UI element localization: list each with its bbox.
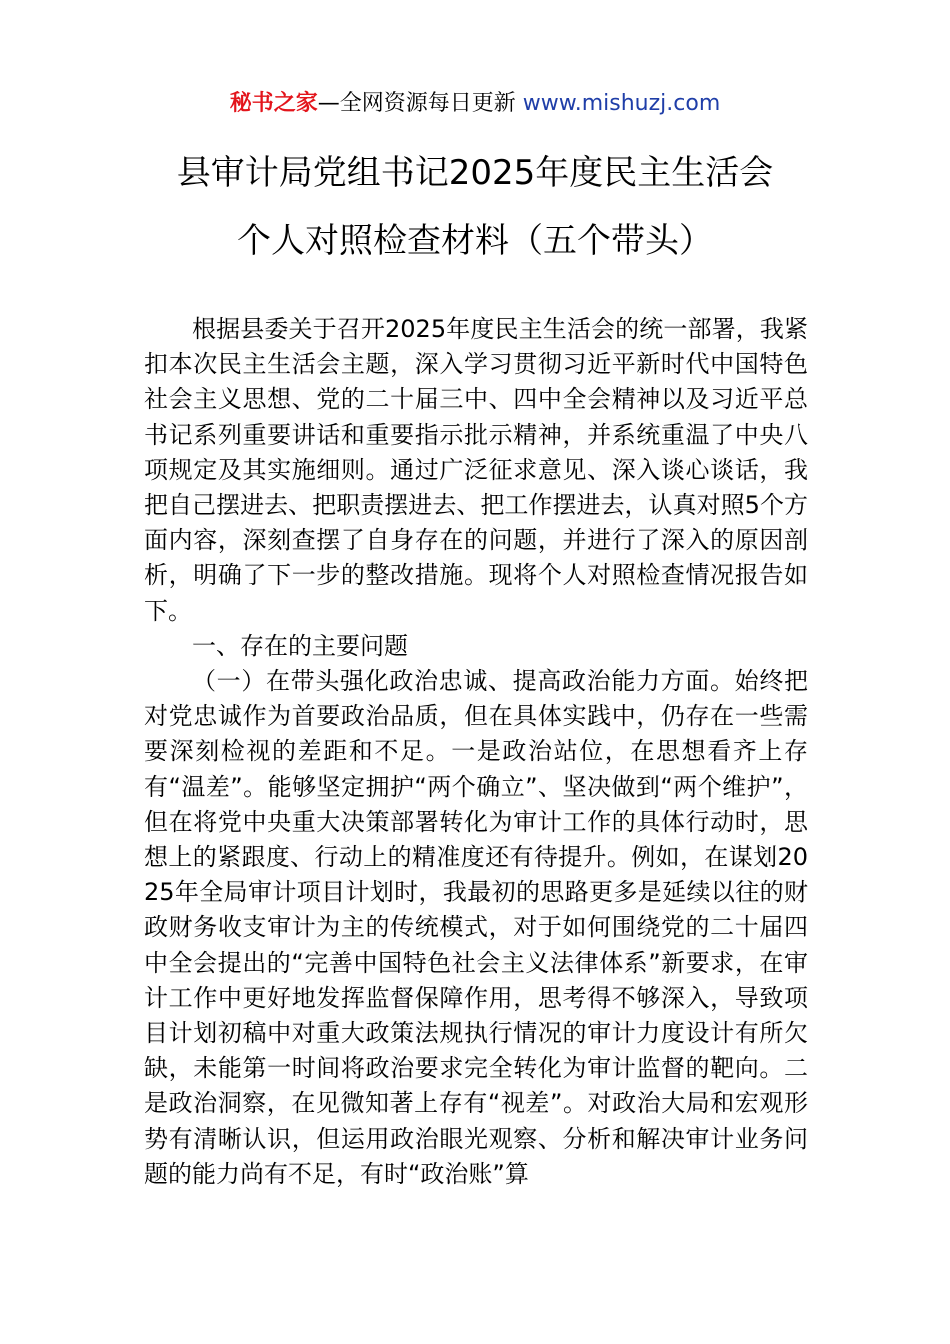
intro-paragraph: 根据县委关于召开2025年度民主生活会的统一部署，我紧扣本次民主生活会主题，深入学习贯彻习近平新时代中国特色社会主义思想、党的二十届三中、四中全会精神以及习近平总书记系列重要讲话和重要指示批示精神，并系统重温了中央八项规定及其实施细则。通过广泛征求意见、深入谈心谈话，我把自己摆进去、把职责摆进去、把工作摆进去，认真对照5个方面内容，深刻查摆了自身存在的问题，并进行了深入的原因剖析，明确了下一步的整改措施。现将个人对照检查情况报告如下。 — [144, 315, 808, 625]
subsection-paragraph-1: （一）在带头强化政治忠诚、提高政治能力方面。始终把对党忠诚作为首要政治品质，但在具体实践中，仍存在一些需要深刻检视的差距和不足。一是政治站位，在思想看齐上存有“温差”。能够坚定拥护“两个确立”、坚决做到“两个维护”，但在将党中央重大决策部署转化为审计工作的具体行动时，思想上的紧跟度、行动上的精准度还有待提升。例如，在谋划2025年全局审计项目计划时，我最初的思路更多是延续以往的财政财务收支审计为主的传统模式，对于如何围绕党的二十届四中全会提出的“完善中国特色社会主义法律体系”新要求，在审计工作中更好地发挥监督保障作用，思考得不够深入，导致项目计划初稿中对重大政策法规执行情况的审计力度设计有所欠缺，未能第一时间将政治要求完全转化为审计监督的靶向。二是政治洞察，在见微知著上存有“视差”。对政治大局和宏观形势有清晰认识，但运用政治眼光观察、分析和解决审计业务问题的能力尚有不足，有时“政治账”算 — [144, 667, 808, 1188]
site-url-link[interactable]: www.mishuzj.com — [522, 91, 721, 116]
site-header — [0, 88, 950, 120]
section-heading-1: 一、存在的主要问题 — [192, 631, 408, 660]
document-title-line-2: 个人对照检查材料（五个带头） — [237, 221, 713, 261]
document-title-line-1: 县审计局党组书记2025年度民主生活会 — [176, 153, 774, 193]
document-body — [144, 312, 808, 1192]
site-brand: 秘书之家 — [229, 91, 318, 116]
site-tagline: —全网资源每日更新 — [317, 91, 516, 116]
